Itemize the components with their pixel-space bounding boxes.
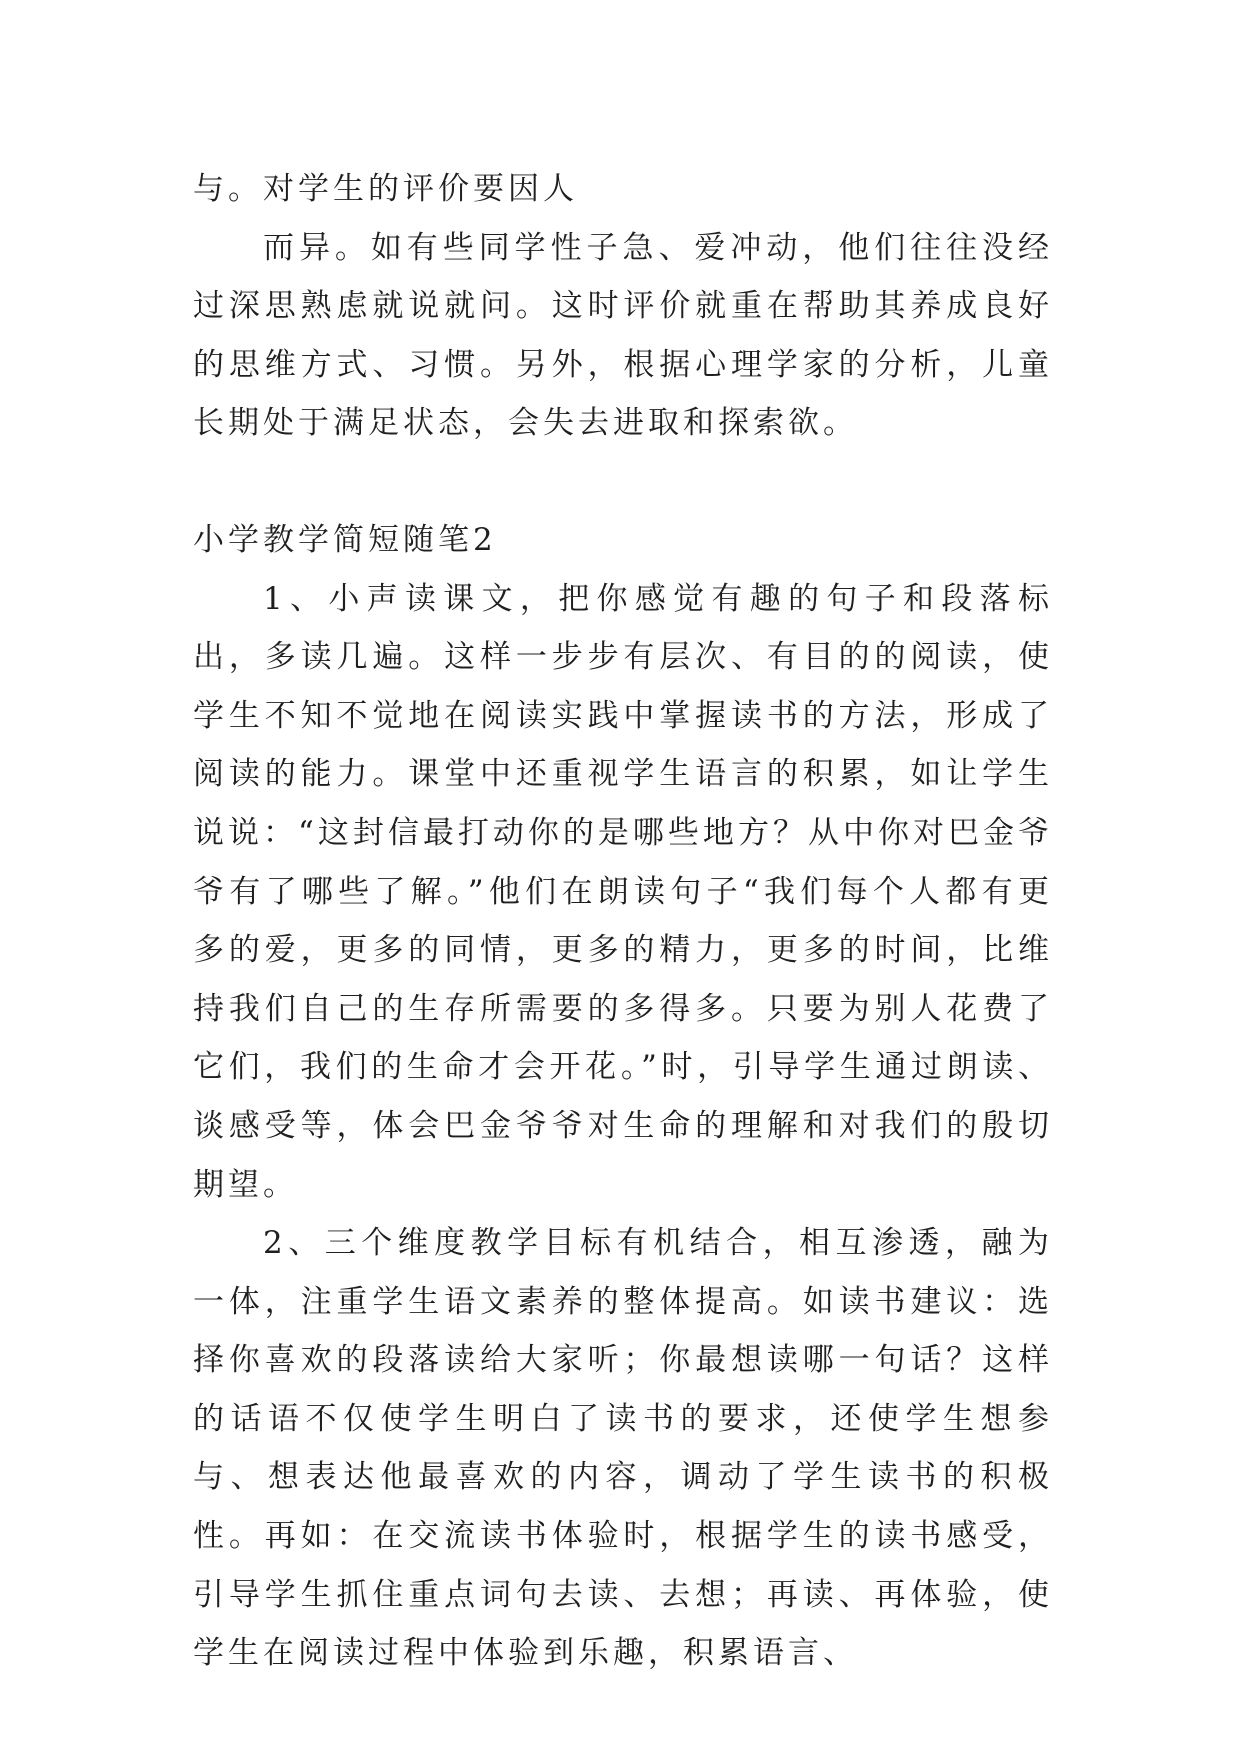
fragment-line: 与。对学生的评价要因人 [193, 171, 578, 207]
paragraph-3: 2、三个维度教学目标有机结合，相互渗透，融为一体，注重学生语文素养的整体提高。如读书建议：选择你喜欢的段落读给大家听；你最想读哪一句话？这样的话语不仅使学生明白了读书的要求，还使学生想参与、想表达他最喜欢的内容，调动了学生读书的积极性。再如：在交流读书体验时，根据学生的读书感受，引导学生抓住重点词句去读、去想；再读、再体验，使学生在阅读过程中体验到乐趣，积累语言、 [193, 1225, 1053, 1672]
paragraph-1: 而异。如有些同学性子急、爱冲动，他们往往没经过深思熟虑就说就问。这时评价就重在帮助其养成良好的思维方式、习惯。另外，根据心理学家的分析，儿童长期处于满足状态，会失去进取和探索欲。 [193, 229, 1053, 442]
paragraph-2: 1、小声读课文，把你感觉有趣的句子和段落标出，多读几遍。这样一步步有层次、有目的的阅读，使学生不知不觉地在阅读实践中掌握读书的方法，形成了阅读的能力。课堂中还重视学生语言的积累，如让学生说说：“这封信最打动你的是哪些地方？从中你对巴金爷爷有了哪些了解。”他们在朗读句子“我们每个人都有更多的爱，更多的同情，更多的精力，更多的时间，比维持我们自己的生存所需要的多得多。只要为别人花费了它们，我们的生命才会开花。”时，引导学生通过朗读、谈感受等，体会巴金爷爷对生命的理解和对我们的殷切期望。 [193, 580, 1053, 1203]
section-gap [193, 453, 1053, 511]
section-heading: 小学教学简短随笔2 [193, 521, 497, 558]
document-body [193, 160, 1053, 1683]
